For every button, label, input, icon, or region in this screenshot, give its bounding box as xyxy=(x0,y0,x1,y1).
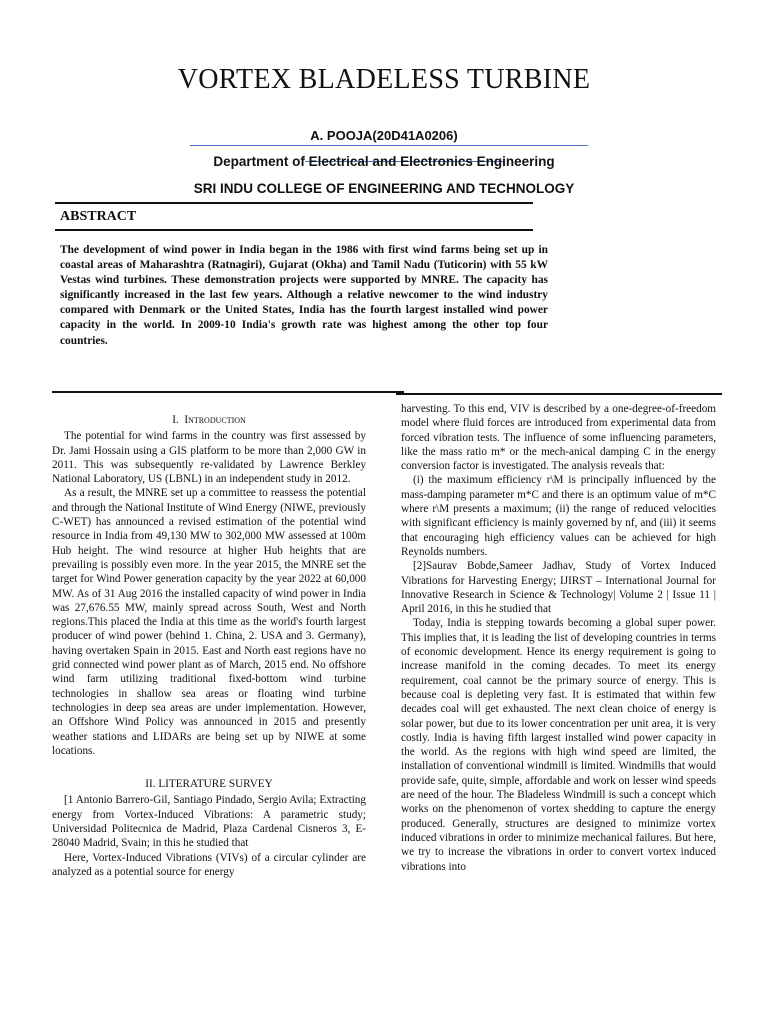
literature-paragraph: [1 Antonio Barrero-Gil, Santiago Pindado, Sergio Avila; Extracting energy from Vortex-Induced Vibrations: A parametric study; Universidad Politecnica de Madrid, Plaza Cardenal Cisneros 3, E-28040 Madrid, Svain; in this he studied that xyxy=(52,794,366,850)
introduction-number: I. xyxy=(172,414,179,426)
header-rule-black xyxy=(55,202,533,204)
literature-heading: II. LITERATURE SURVEY xyxy=(145,778,273,791)
right-column xyxy=(401,402,716,874)
right-paragraph: (i) the maximum efficiency r\M is principally influenced by the mass-damping parameter m*C and there is an optimum value of m*C where r\M presents a maximum; (ii) the range of reduced velocities with significant efficiency is mainly governed by nf, and (iii) it seems that encouraging high efficiency values can be achieved for high Reynolds numbers. xyxy=(401,474,716,558)
intro-paragraph: As a result, the MNRE set up a committee to reassess the potential and through the National Institute of Wind Energy (NIWE, previously C-WET) has announced a revised estimation of the potential wind resource in India from 49,130 MW to 302,000 MW assessed at 100m Hub height. The wind resource at higher Hub heights that are prevailing is possibly even more. In the year 2015, the MNRE set the target for Wind Power generation capacity by the year 2022 at 60,000 MW. As of 31 Aug 2016 the installed capacity of wind power in India was 27,676.55 MW, mainly spread across South, West and North regions.This placed the India at this time as the world's fourth largest producer of wind power (behind 1. China, 2. USA and 3. Germany), having overtaken Spain in 2015. East and North east regions have no grid connected wind power plant as of March, 2015 end. No offshore wind farm utilizing traditional fixed-bottom wind turbine technologies in shallow sea areas or floating wind turbine technologies in deep sea areas are under implementation. However, an Offshore Wind Policy was announced in 2015 and presently weather stations and LIDARs are being set up by NIWE at some locations. xyxy=(52,487,366,757)
college-name: SRI INDU COLLEGE OF ENGINEERING AND TECHNOLOGY xyxy=(193,181,575,196)
left-column xyxy=(52,413,366,879)
paper-title: VORTEX BLADELESS TURBINE xyxy=(177,64,591,95)
right-paragraph: Today, India is stepping towards becoming a global super power. This implies that, it is leading the list of developing countries in terms of economic development. Hence its energy requirement is going to increase manifold in the coming decades. To meet its energy requirement, coal cannot be the primary source of energy. This is because coal is depleting very fast. It is estimated that within few decades coal will get exhausted. The next clean choice of energy is solar power, but due to its lower concentration per unit area, it is very costly. India is having fifth largest installed wind power capacity in the world. As the regions with high wind speed are limited, the installation of conventional windmill is limited. Windmills that would provide safe, quite, simple, affordable and work on lesser wind speeds are need of the hour. The Bladeless Windmill is such a concept which works on the phenomenon of vortex shedding to capture the energy produced. Generally, structures are designed to minimize vortex induced vibrations in order to minimize mechanical failures. But here, we try to increase the vibrations in order to convert vortex induced vibrations into xyxy=(401,617,716,873)
introduction-title: Introduction xyxy=(184,414,246,426)
department: Department of Electrical and Electronics Engineering xyxy=(213,154,555,169)
right-paragraph: [2]Saurav Bobde,Sameer Jadhav, Study of Vortex Induced Vibrations for Harvesting Energy; IJIRST – International Journal for Innovative Research in Science & Technology| Volume 2 | Issue 11 | April 2016, in this he studied that xyxy=(401,560,716,616)
abstract-heading: ABSTRACT xyxy=(60,209,137,224)
section-divider-right xyxy=(396,393,722,395)
abstract-rule xyxy=(55,229,533,231)
abstract-text: The development of wind power in India began in the 1986 with first wind farms being set up in coastal areas of Maharashtra (Ratnagiri), Gujarat (Okha) and Tamil Nadu (Tuticorin) with 55 kW Vestas wind turbines. These demonstration projects were supported by MNRE. The capacity has significantly increased in the last few years. Although a relative newcomer to the wind industry compared with Denmark or the United States, India has the fourth largest installed wind power capacity in the world. In 2009-10 India's growth rate was highest among the other top four countries. xyxy=(60,244,548,347)
author-name: A. POOJA(20D41A0206) xyxy=(310,128,458,143)
literature-paragraph: Here, Vortex-Induced Vibrations (VIVs) of a circular cylinder are analyzed as a potential source for energy xyxy=(52,851,366,878)
header-rule-blue-top xyxy=(190,145,588,146)
right-paragraph: harvesting. To this end, VIV is described by a one-degree-of-freedom model where fluid forces are introduced from experimental data from forced vibration tests. The influence of some influencing parameters, like the mass ratio m* or the mech-anical damping C in the energy conversion factor is investigated. The analysis reveals that: xyxy=(401,403,716,473)
introduction-heading xyxy=(52,413,366,427)
section-divider-left xyxy=(52,391,404,393)
intro-paragraph: The potential for wind farms in the country was first assessed by Dr. Jami Hossain using a GIS platform to be more than 2,000 GW in 2011. This was subsequently re-validated by Lawrence Berkley National Laboratory, US (LBNL) in an independent study in 2012. xyxy=(52,430,366,486)
